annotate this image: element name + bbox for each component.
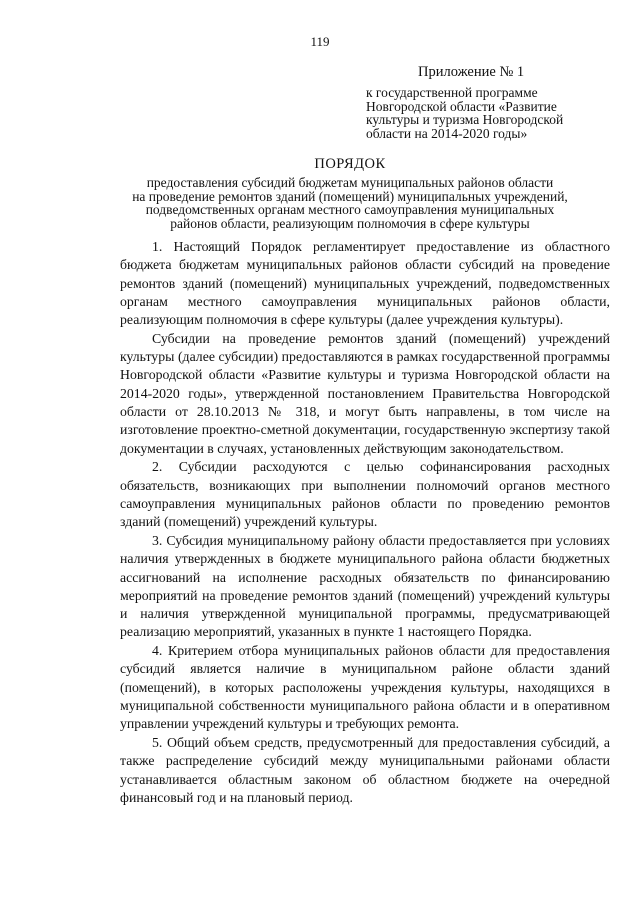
paragraph-4: 4. Критерием отбора муниципальных районов области для предоставления субсидий является наличие в муниципальном районе области зданий (помещений), в которых расположены учреждения культуры, находящихся в муниципальной собственности муниципального района области и в оперативном управлении учреждений культуры и требующих ремонта. xyxy=(120,643,610,732)
appendix-line: области на 2014-2020 годы» xyxy=(366,125,528,141)
document-body xyxy=(120,238,610,808)
paragraph-3: 3. Субсидия муниципальному району области предоставляется при условиях наличия утвержденных в бюджете муниципального района области бюджетных ассигнований на исполнение расходных обязательств по финансированию мероприятий на проведение ремонтов зданий (помещений) учреждений культуры и наличия утвержденной муниципальной программы, предусматривающей реализацию мероприятий, указанных в пункте 1 настоящего Порядка. xyxy=(120,532,610,640)
page-number: 119 xyxy=(310,34,330,49)
appendix-title: Приложение № 1 xyxy=(418,64,525,80)
appendix-line: к государственной программе xyxy=(366,85,538,100)
document-subtitle xyxy=(90,176,610,230)
paragraph-1: 1. Настоящий Порядок регламентирует предоставление из областного бюджета бюджетам муниципальных районов области субсидий на проведение ремонтов зданий (помещений) муниципальных учреждений, подведомственных органам местного самоуправления муниципальных районов области, реализующим полномочия в сфере культуры (далее учреждения культуры). xyxy=(120,239,610,328)
paragraph-subsidies: Субсидии на проведение ремонтов зданий (помещений) учреждений культуры (далее субсидии) предоставляются в рамках государственной программы Новгородской области «Развитие культуры и туризма Новгородской области на 2014-2020 годы», утвержденной постановлением Правительства Новгородской области от 28.10.2013 № 318, и могут быть направлены, в том числе на изготовление проектно-сметной документации, государственную экспертизу такой документации в случаях, установленных действующим законодательством. xyxy=(120,330,610,456)
subtitle-line: на проведение ремонтов зданий (помещений) муниципальных учреждений, xyxy=(132,188,568,204)
subtitle-line: подведомственных органам местного самоуправления муниципальных xyxy=(145,202,555,217)
paragraph-2: 2. Субсидии расходуются с целью софинансирования расходных обязательств, возникающих при выполнении полномочий органов местного самоуправления муниципальных районов области по проведению ремонтов зданий (помещений) учреждений культуры. xyxy=(120,459,610,530)
appendix-description xyxy=(366,86,616,140)
subtitle-line: районов области, реализующим полномочия в сфере культуры xyxy=(170,215,530,231)
document-title: ПОРЯДОК xyxy=(314,156,386,172)
appendix-line: культуры и туризма Новгородской xyxy=(366,112,564,128)
paragraph-5: 5. Общий объем средств, предусмотренный для предоставления субсидий, а также распределение субсидий между муниципальными районами области устанавливается областным законом об областном бюджете на очередной финансовый год и на плановый период. xyxy=(120,734,610,805)
subtitle-line: предоставления субсидий бюджетам муниципальных районов области xyxy=(146,175,554,190)
appendix-line: Новгородской области «Развитие xyxy=(366,98,557,114)
